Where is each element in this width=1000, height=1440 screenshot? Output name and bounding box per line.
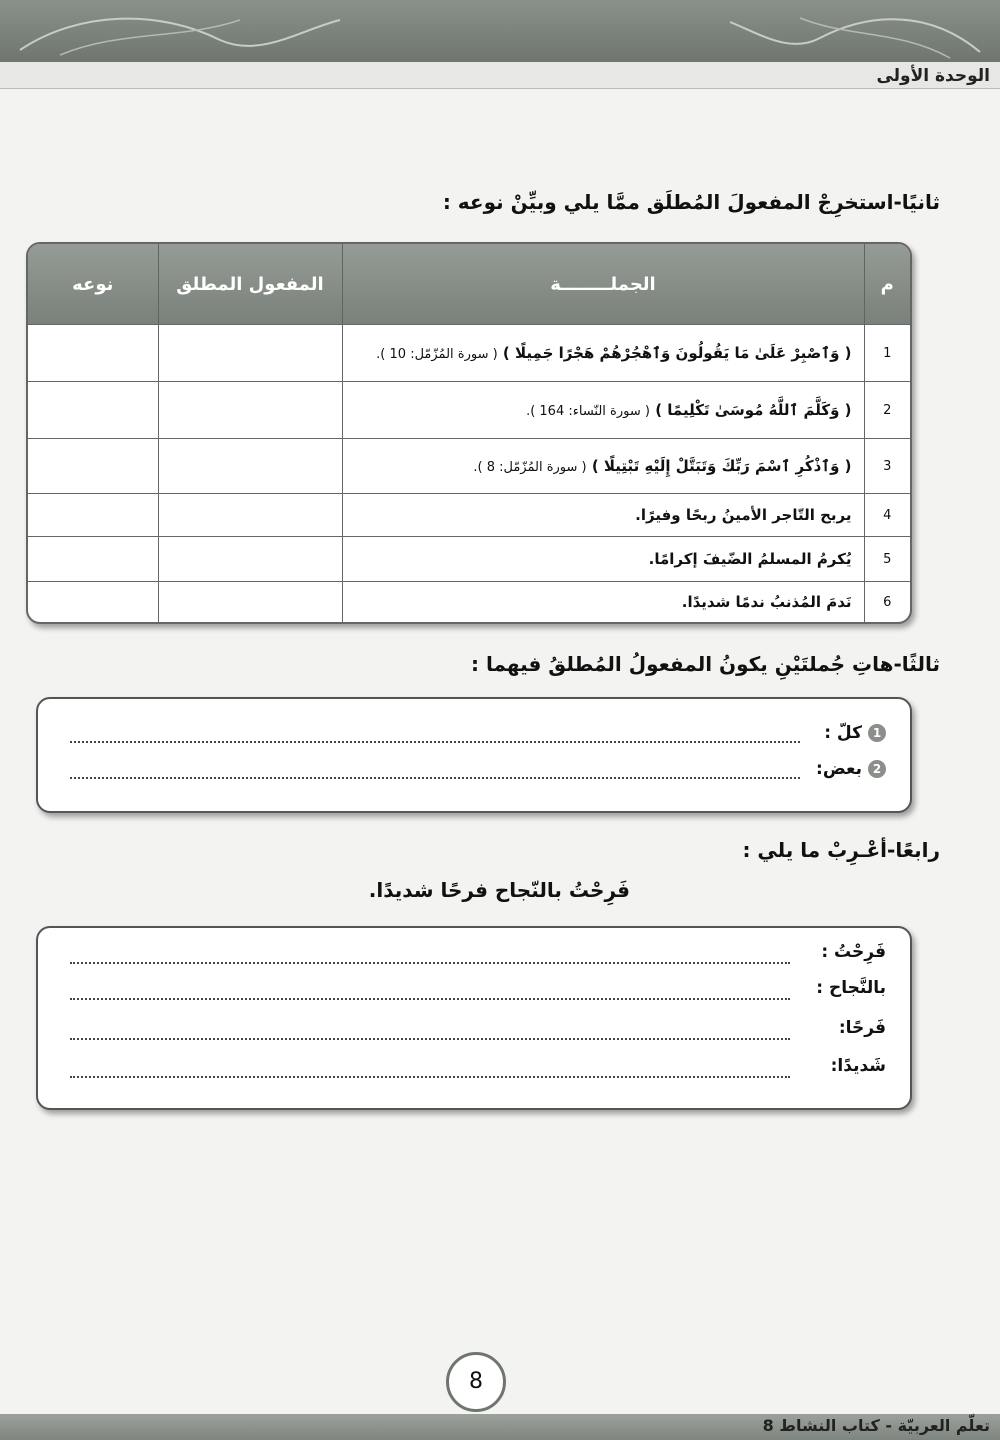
parse-word-3: فَرحًا: [838, 1018, 886, 1038]
parse-word-2: بالنَّجاح : [816, 978, 886, 998]
answer-cell-mutlaq[interactable] [158, 537, 342, 582]
row-sentence [342, 382, 864, 439]
book-title: تعلّم العربيّة - كتاب النشاط 8 [762, 1416, 990, 1435]
parse-line-2[interactable] [70, 998, 790, 1000]
table-row [28, 582, 910, 623]
parse-line-4[interactable] [70, 1076, 790, 1078]
parsing-box [36, 926, 912, 1110]
answer-cell-type[interactable] [28, 582, 158, 623]
unit-bar [0, 62, 1000, 89]
table-row [28, 537, 910, 582]
answer-cell-mutlaq[interactable] [158, 382, 342, 439]
answer-cell-type[interactable] [28, 325, 158, 382]
answer-line-1[interactable] [70, 741, 800, 743]
row-number: 3 [864, 439, 910, 494]
col-header-sentence: الجملــــــــة [342, 244, 864, 325]
row-sentence [342, 494, 864, 537]
row-sentence [342, 537, 864, 582]
sentence-text: يُكرمُ المسلمُ الضّيفَ إكرامًا. [648, 550, 852, 568]
row-number: 1 [864, 325, 910, 382]
answer-cell-mutlaq[interactable] [158, 439, 342, 494]
table-row [28, 325, 910, 382]
answer-line-2[interactable] [70, 777, 800, 779]
parse-sentence: فَرِحْتُ بالنّجاح فرحًا شديدًا. [368, 878, 630, 902]
row-sentence [342, 325, 864, 382]
item-label: بعض: [816, 759, 862, 779]
extraction-table [26, 242, 912, 624]
sentence-item-1 [824, 723, 886, 743]
sentence-text: يربح التّاجر الأمينُ ربحًا وفيرًا. [635, 506, 852, 524]
table-row [28, 439, 910, 494]
answer-cell-type[interactable] [28, 494, 158, 537]
sentence-text: ( وَٱذْكُرِ ٱسْمَ رَبِّكَ وَتَبَتَّلْ إِلَيْهِ تَبْتِيلًا ) [591, 457, 852, 475]
section3-heading: ثالثًا-هاتِ جُملتَيْنِ يكونُ المفعولُ المُطلقُ فيهما : [471, 652, 940, 676]
row-sentence [342, 582, 864, 623]
sentence-item-2 [816, 759, 886, 779]
row-number: 5 [864, 537, 910, 582]
section4-heading: رابعًا-أعْـرِبْ ما يلي : [742, 838, 940, 862]
col-header-mutlaq: المفعول المطلق [158, 244, 342, 325]
answer-cell-mutlaq[interactable] [158, 494, 342, 537]
sentence-text: ( وَكَلَّمَ ٱللَّهُ مُوسَىٰ تَكْلِيمًا ) [655, 401, 852, 419]
parse-line-1[interactable] [70, 962, 790, 964]
item-number-badge: 1 [868, 724, 886, 742]
item-label: كلّ : [824, 723, 862, 743]
parse-word-1: فَرِحْتُ : [821, 942, 886, 962]
table-row [28, 494, 910, 537]
sentence-text: نَدمَ المُذنبُ ندمًا شديدًا. [681, 593, 852, 612]
answer-cell-type[interactable] [28, 439, 158, 494]
table-row [28, 382, 910, 439]
row-number: 6 [864, 582, 910, 623]
answer-cell-type[interactable] [28, 382, 158, 439]
answer-cell-mutlaq[interactable] [158, 325, 342, 382]
sentence-text: ( وَٱصْبِرْ عَلَىٰ مَا يَقُولُونَ وَٱهْجُرْهُمْ هَجْرًا جَمِيلًا ) [502, 344, 852, 362]
sentence-ref: ( سورة المُزّمّل: 8 ). [473, 460, 587, 475]
row-sentence [342, 439, 864, 494]
row-number: 2 [864, 382, 910, 439]
answer-cell-type[interactable] [28, 537, 158, 582]
sentences-box [36, 697, 912, 813]
header-band [0, 0, 1000, 62]
sentence-ref: ( سورة النّساء: 164 ). [526, 404, 650, 419]
sentence-ref: ( سورة المُزّمّل: 10 ). [376, 347, 498, 362]
parse-line-3[interactable] [70, 1038, 790, 1040]
floral-ornament [0, 0, 1000, 62]
parse-word-4: شَديدًا: [830, 1056, 886, 1076]
item-number-badge: 2 [868, 760, 886, 778]
col-header-number: م [864, 244, 910, 325]
row-number: 4 [864, 494, 910, 537]
answer-cell-mutlaq[interactable] [158, 582, 342, 623]
page-number: 8 [446, 1352, 506, 1412]
section2-heading: ثانيًا-استخرِجْ المفعولَ المُطلَق ممَّا يلي وبيِّنْ نوعه : [442, 190, 940, 214]
col-header-type: نوعه [28, 244, 158, 325]
unit-label: الوحدة الأولى [876, 66, 990, 86]
